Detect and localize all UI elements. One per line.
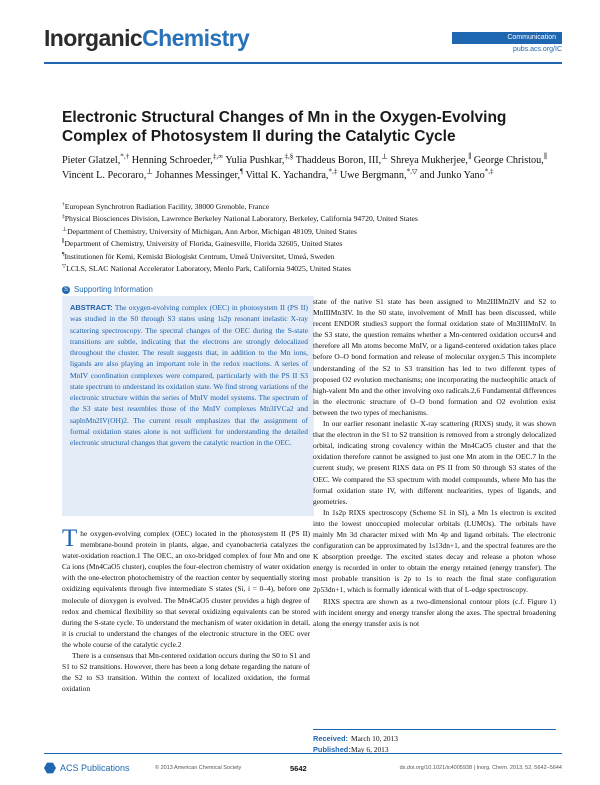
affiliation-text: Institutionen för Kemi, Kemiskt Biologiskt Centrum, Umeå Universitet, Umeå, Sweden <box>64 251 335 261</box>
supporting-info-icon: S <box>63 286 68 293</box>
copyright: © 2013 American Chemical Society <box>155 765 242 771</box>
affiliation-mark: ‡ <box>62 213 65 220</box>
abstract-box <box>62 296 314 516</box>
affiliation-mark: ∥ <box>62 238 65 245</box>
journal-logo[interactable]: InorganicChemistry <box>44 25 250 51</box>
affiliation <box>62 201 552 213</box>
left-column <box>62 525 310 694</box>
author: George Christou, <box>473 155 544 166</box>
affiliation <box>62 238 552 250</box>
author-marks: ¶ <box>240 167 244 176</box>
author-marks: *,‡ <box>328 167 338 176</box>
author-marks: *,‡ <box>484 167 494 176</box>
drop-cap: T <box>62 525 78 552</box>
author: Vincent L. Pecoraro, <box>62 169 147 181</box>
affiliation <box>62 251 552 263</box>
affiliation-list <box>62 201 552 275</box>
author-marks: ⊥ <box>381 152 388 161</box>
affiliation-mark: ¶ <box>62 251 65 258</box>
header-rule <box>44 62 562 64</box>
paragraph: RIXS spectra are shown as a two-dimensional contour plots (c.f. Figure 1) with incident energy and energy transfer along the axes. The spectral broadening along the energy transfer axis is not <box>313 596 556 628</box>
author: Thaddeus Boron, III, <box>295 155 382 166</box>
author: Vittal K. Yachandra, <box>245 169 329 181</box>
journal-header <box>0 0 600 62</box>
author-marks: *,† <box>120 152 130 161</box>
affiliation-mark: † <box>62 201 65 208</box>
author: Henning Schroeder, <box>131 155 213 166</box>
affiliation <box>62 263 552 275</box>
right-column <box>313 296 556 629</box>
author: Yulia Pushkar, <box>225 155 285 166</box>
page-number: 5642 <box>290 764 307 773</box>
affiliation <box>62 226 552 238</box>
author-marks: *,▽ <box>406 167 418 176</box>
abstract-text: The oxygen-evolving complex (OEC) in photosystem II (PS II) was studied in the S0 through S3 states using 1s2p resonant inelastic X-ray scattering spectroscopy. The spectral changes of the OEC during the S-state transitions are subtle, indicating that the electrons are strongly delocalized throughout the cluster. The result suggests that, in addition to the Mn ions, ligands are also playing an important role in the redox reactions. A series of MnIV coordination complexes were compared, particularly with the PS II S3 state spectrum to understand its oxidation state. We find strong variations of the electronic structure within the series of MnIV model systems. The spectrum of the S3 state best resembles those of the MnIV complexes Mn3IVCa2 and saplnMn2IV(OH)2. The current result emphasizes that the assignment of formal oxidation states alone is not sufficient for understanding the detailed electronic structural changes that govern the catalytic reaction in the OEC. <box>70 303 309 447</box>
author-marks: ⊥ <box>146 167 153 176</box>
author: and Junko Yano <box>419 169 485 181</box>
affiliation-text: Department of Chemistry, University of Michigan, Ann Arbor, Michigan 48109, United States <box>67 226 357 236</box>
author: Johannes Messinger, <box>155 169 240 181</box>
section-label: Communication <box>452 32 562 44</box>
author: Shreya Mukherjee, <box>390 155 468 166</box>
paragraph: The oxygen-evolving complex (OEC) located in the photosystem II (PS II) membrane-bound protein in plants, algae, and cyanobacteria catalyzes the water-oxidation reaction.1 The OEC, an oxo-bridged complex of four Mn and one Ca ions (Mn4CaO5 cluster), couples the four-electron chemistry of water oxidation with the one-electron photochemistry of the reaction center by sequentially storing oxidizing equivalents through five intermediate S states (Si, i = 0–4), before one molecule of dioxygen is evolved. The Mn4CaO5 cluster provides a high degree of redox and chemical flexibility so that several oxidizing equivalents can be stored during the S-state cycle. To understand the mechanism of water oxidation in detail, it is crucial to understand the changes of the electronic structure in the OEC over the whole course of the catalytic cycle.2 <box>62 525 310 649</box>
author-marks: ‡,∞ <box>212 152 224 161</box>
publication-dates <box>313 729 556 755</box>
author: Pieter Glatzel, <box>62 155 121 166</box>
author: Uwe Bergmann, <box>339 169 407 181</box>
footer-rule <box>44 753 562 754</box>
article-title: Electronic Structural Changes of Mn in the Oxygen-Evolving Complex of Photosystem II during the Catalytic Cycle <box>62 109 507 145</box>
abstract-label: ABSTRACT: <box>70 303 113 312</box>
supporting-info-link[interactable]: S Supporting Information <box>63 285 153 294</box>
affiliation <box>62 213 552 225</box>
affiliation-text: European Synchrotron Radiation Facility, 38000 Grenoble, France <box>64 202 270 211</box>
paragraph: There is a consensus that Mn-centered oxidation occurs during the S0 to S1 and S1 to S2 transitions. However, there has been a long debate regarding the nature of the S2 to S3 transition. Within the context of localized oxidation, the formal oxidation <box>62 651 310 694</box>
paragraph: state of the native S1 state has been assigned to Mn2IIIMn2IV and S2 to MnIIIMn3IV. In the S0 state, involvement of MnII has been discussed, while recent ENDOR studies3 support the formal oxidation state of Mn3IIIMnIV. In the S3 state, the question remains whether a Mn-centered oxidation occurs4 and therefore all Mn atoms become MnIV, or a ligand-centered oxidation takes place before O–O bond formation and release of molecular oxygen.5 This incomplete understanding of the S2 to S3 transition has led to two different types of proposed O2 evolution mechanisms; one incorporating the nucleophilic attack of high-valent Mn and the other involving oxo radicals.2,6 Fundamental differences in the electronic structure of O–O bond formation and O2 evolution exist between the two types of mechanisms. <box>313 297 556 417</box>
doi-citation[interactable]: dx.doi.org/10.1021/ic4005938 | Inorg. Chem. 2013, 52, 5642−5644 <box>399 765 562 771</box>
acs-publications-logo[interactable]: ACS Publications <box>44 762 130 774</box>
published-date: Published:May 6, 2013 <box>313 744 389 754</box>
affiliation-mark: ⊥ <box>62 226 68 233</box>
affiliation-text: Physical Biosciences Division, Lawrence Berkeley National Laboratory, Berkeley, California 94720, United States <box>64 214 418 224</box>
paragraph: In our earlier resonant inelastic X-ray scattering (RIXS) study, it was shown that the electron in the S1 to S2 transition is removed from a strongly delocalized orbital, indicating strong covalency within the Mn4CaO5 cluster and that the oxidation therefore cannot be assigned to just one Mn atom in the OEC.7 In the current study, we present RIXS data on PS II from S0 through S3 states of the OEC. We compared the S3 spectrum with model compounds, where Mn has the formal oxidation state IV, with different nuclearities, types of ligands, and geometries. <box>313 419 556 506</box>
journal-url[interactable]: pubs.acs.org/IC <box>512 46 562 53</box>
author-marks: ∥ <box>467 152 472 161</box>
affiliation-mark: ▽ <box>62 263 67 270</box>
author-marks: ∥ <box>543 152 548 161</box>
acs-hexagon-icon <box>44 762 56 774</box>
received-date: Received: March 10, 2013 <box>313 734 399 743</box>
paragraph: In 1s2p RIXS spectroscopy (Scheme S1 in SI), a Mn 1s electron is excited into the lowest unoccupied molecular orbitals (LUMOs). The orbitals have mainly Mn 3d character mixed with Mn 4p and ligand orbitals. The electronic configuration can be approximated by 1s13dn+1, and the spectral features are the K absorption preedge. The excited states decay and release a photon whose energy is recorded in order to obtain the energy retained (energy transfer). The most probable transition is 2p to 1s to reach the final state configuration 2p53dn+1, which is formally identical with that of L-edge spectroscopy. <box>313 507 556 595</box>
author-marks: ‡,§ <box>284 152 294 161</box>
affiliation-text: Department of Chemistry, University of Florida, Gainesville, Florida 32605, United States <box>64 239 343 249</box>
affiliation-text: LCLS, SLAC National Accelerator Laboratory, Menlo Park, California 94025, United States <box>66 264 351 274</box>
author-list <box>62 154 552 183</box>
